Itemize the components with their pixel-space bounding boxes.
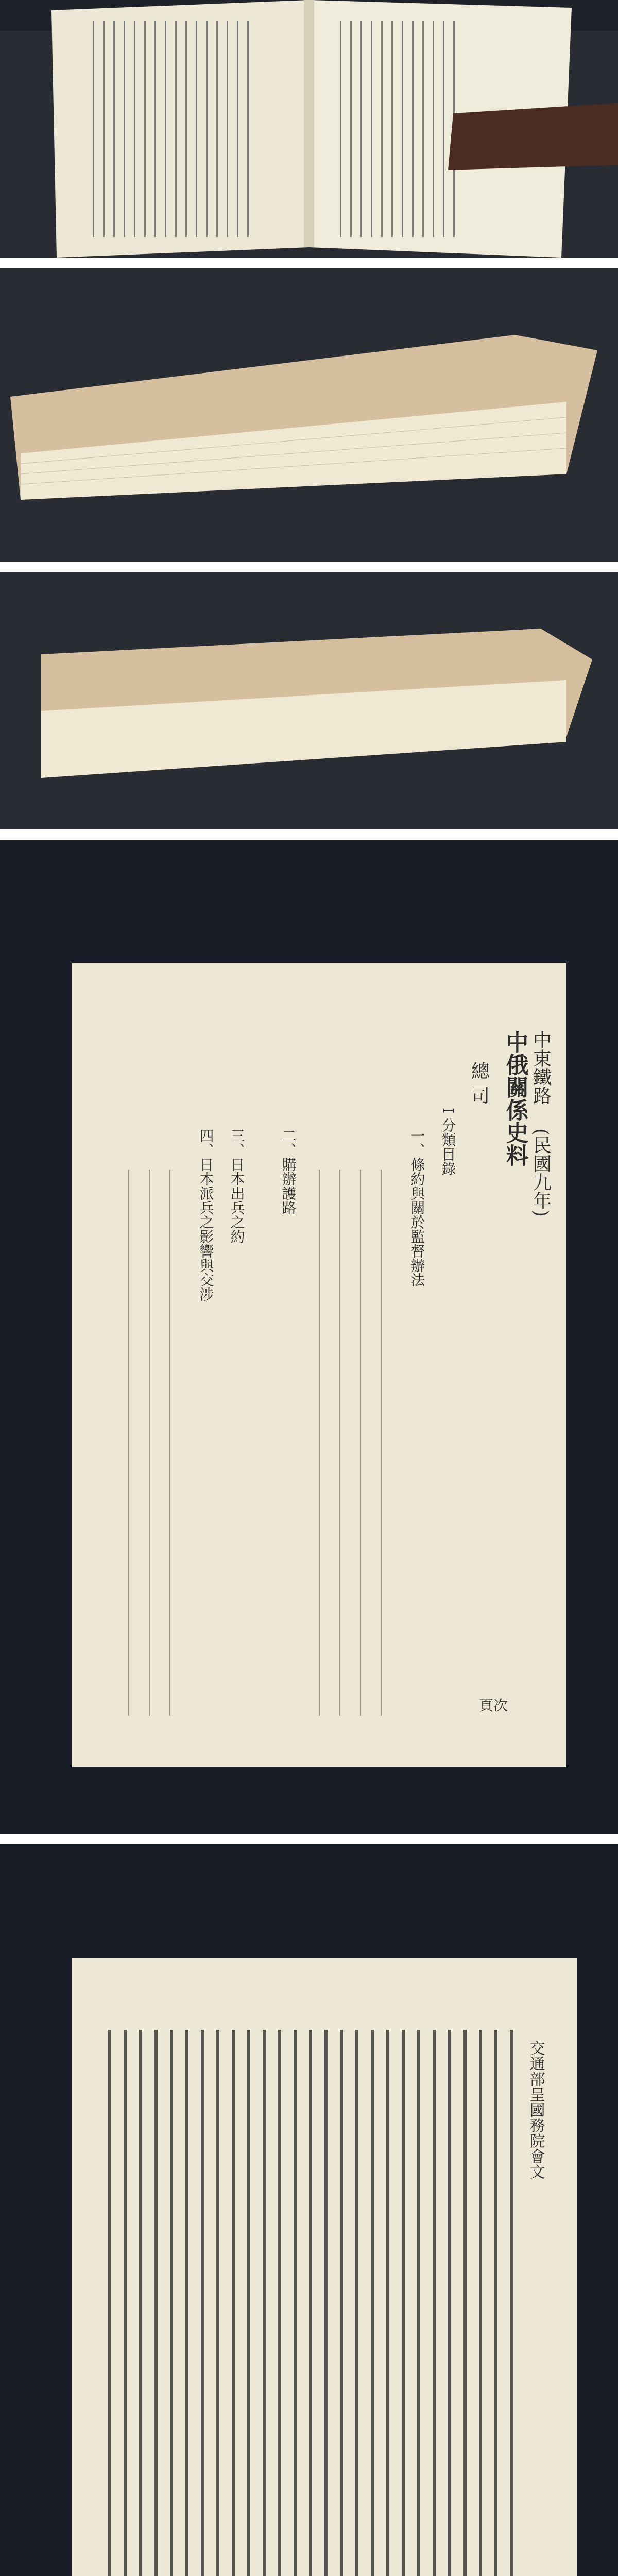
document-heading: 交通部呈國務院會文 (526, 2040, 545, 2179)
contents-section-2: 一、條約與關於監督辦法 (408, 1128, 426, 1287)
contents-subtitle: 中東鐵路 (530, 1030, 552, 1105)
contents-section-1: I 分類目錄 (439, 1108, 457, 1176)
photo-book-angle (0, 572, 618, 840)
contents-page-label: 頁次 (479, 1697, 508, 1714)
contents-intro: 總 司 (468, 1061, 490, 1105)
contents-section-3: 二、購辦護路 (280, 1128, 297, 1215)
photo-contents-page (0, 840, 618, 1844)
photo-book-edge (0, 268, 618, 572)
wooden-stand (448, 103, 618, 170)
left-page (52, 0, 309, 258)
photo-document-page (0, 1844, 618, 2576)
contents-section-4: 三、日本出兵之約 (228, 1128, 246, 1244)
contents-title-char: 中俄關係史料 (502, 1030, 528, 1166)
contents-year: (民國九年) (530, 1128, 552, 1217)
photo-open-book-top (0, 0, 618, 268)
contents-section-5: 四、日本派兵之影響與交涉 (197, 1128, 215, 1301)
